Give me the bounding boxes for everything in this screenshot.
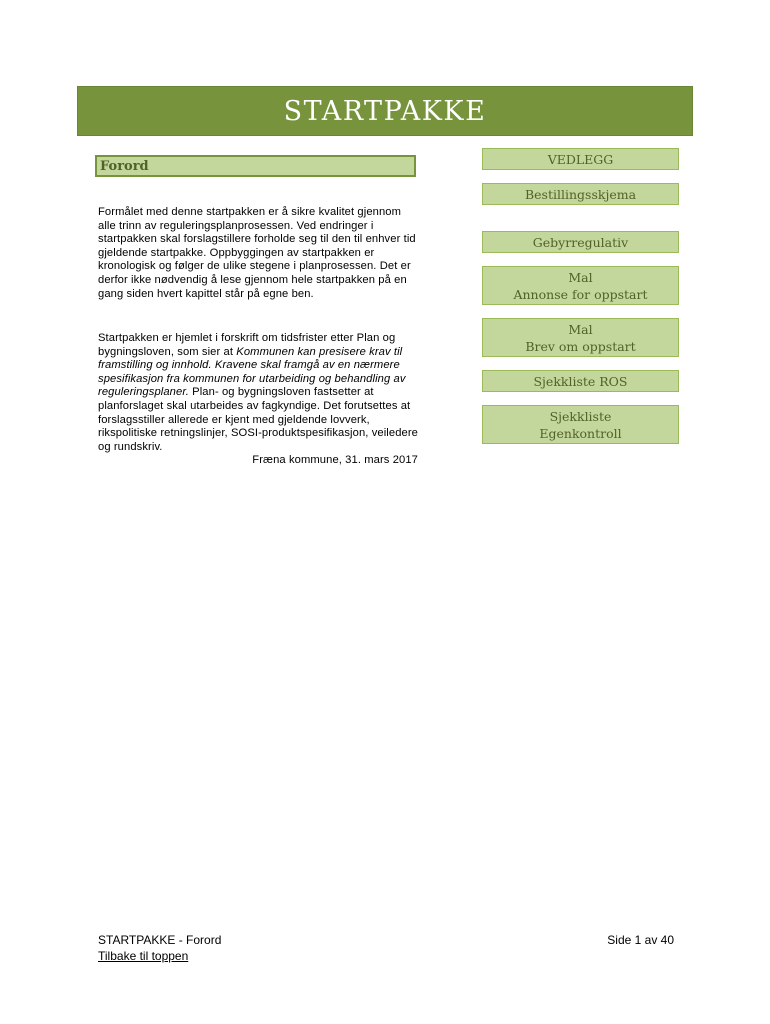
back-to-top-link[interactable]: Tilbake til toppen bbox=[98, 949, 189, 963]
button-label: Bestillingsskjema bbox=[524, 186, 637, 202]
page-footer bbox=[98, 932, 674, 964]
quoted-regulation: Kommunen kan presisere krav til framstilling og innhold. Kravene skal framgå av en nærmere spesifikasjon fra kommunen for utarbeiding og behandling av reguleringsplaner. bbox=[98, 345, 406, 399]
button-label: Brev om oppstart bbox=[525, 338, 636, 354]
legal-paragraph bbox=[98, 332, 418, 468]
bestillingsskjema-button[interactable] bbox=[482, 183, 679, 205]
button-label: Sjekkliste bbox=[549, 408, 612, 424]
paragraph-rest: Plan- og bygningsloven fastsetter at planforslaget skal utarbeides av fagkyndige. Det forutsettes at forslagsstiller allerede er kjent med gjeldende lovverk, rikspolitiske retningslinjer, SOSI-produktspesifikasjon, veiledere og rundskriv. bbox=[98, 386, 418, 453]
mal-brev-button[interactable] bbox=[482, 318, 679, 357]
sjekkliste-egenkontroll-button[interactable] bbox=[482, 405, 679, 444]
paragraph-text bbox=[98, 332, 418, 454]
mal-annonse-button[interactable] bbox=[482, 266, 679, 305]
signature: Fræna kommune, 31. mars 2017 bbox=[252, 454, 418, 467]
paragraph-text: Formålet med denne startpakken er å sikre kvalitet gjennom alle trinn av reguleringsplanprosessen. Ved endringer i startpakken skal forslagstillere forholde seg til den til enhver tid gjeldende startpakke. Oppbyggingen av startpakken er kronologisk og følger de ulike stegene i planprosessen. Det er derfor ikke nødvendig å lese gjennom hele startpakken på en gang siden hvert kapittel står på egne ben. bbox=[98, 206, 416, 300]
button-label: Annonse for oppstart bbox=[513, 286, 648, 302]
button-label: VEDLEGG bbox=[547, 151, 614, 167]
sjekkliste-ros-button[interactable] bbox=[482, 370, 679, 392]
page-number: Side 1 av 40 bbox=[607, 933, 674, 947]
vedlegg-button[interactable] bbox=[482, 148, 679, 170]
paragraph-intro: Startpakken er hjemlet i forskrift om tidsfrister etter Plan og bygningsloven, som sier at bbox=[98, 332, 396, 358]
section-heading: Forord bbox=[95, 155, 416, 177]
gebyrregulativ-button[interactable] bbox=[482, 231, 679, 253]
button-label: Sjekkliste ROS bbox=[533, 373, 628, 389]
button-label: Mal bbox=[568, 321, 593, 337]
page-banner bbox=[77, 86, 693, 136]
button-label: Gebyrregulativ bbox=[532, 234, 629, 250]
button-label: Mal bbox=[568, 269, 593, 285]
intro-paragraph bbox=[98, 206, 418, 301]
footer-title: STARTPAKKE - Forord bbox=[98, 933, 222, 947]
page-title: STARTPAKKE bbox=[283, 95, 487, 127]
button-label: Egenkontroll bbox=[539, 425, 622, 441]
